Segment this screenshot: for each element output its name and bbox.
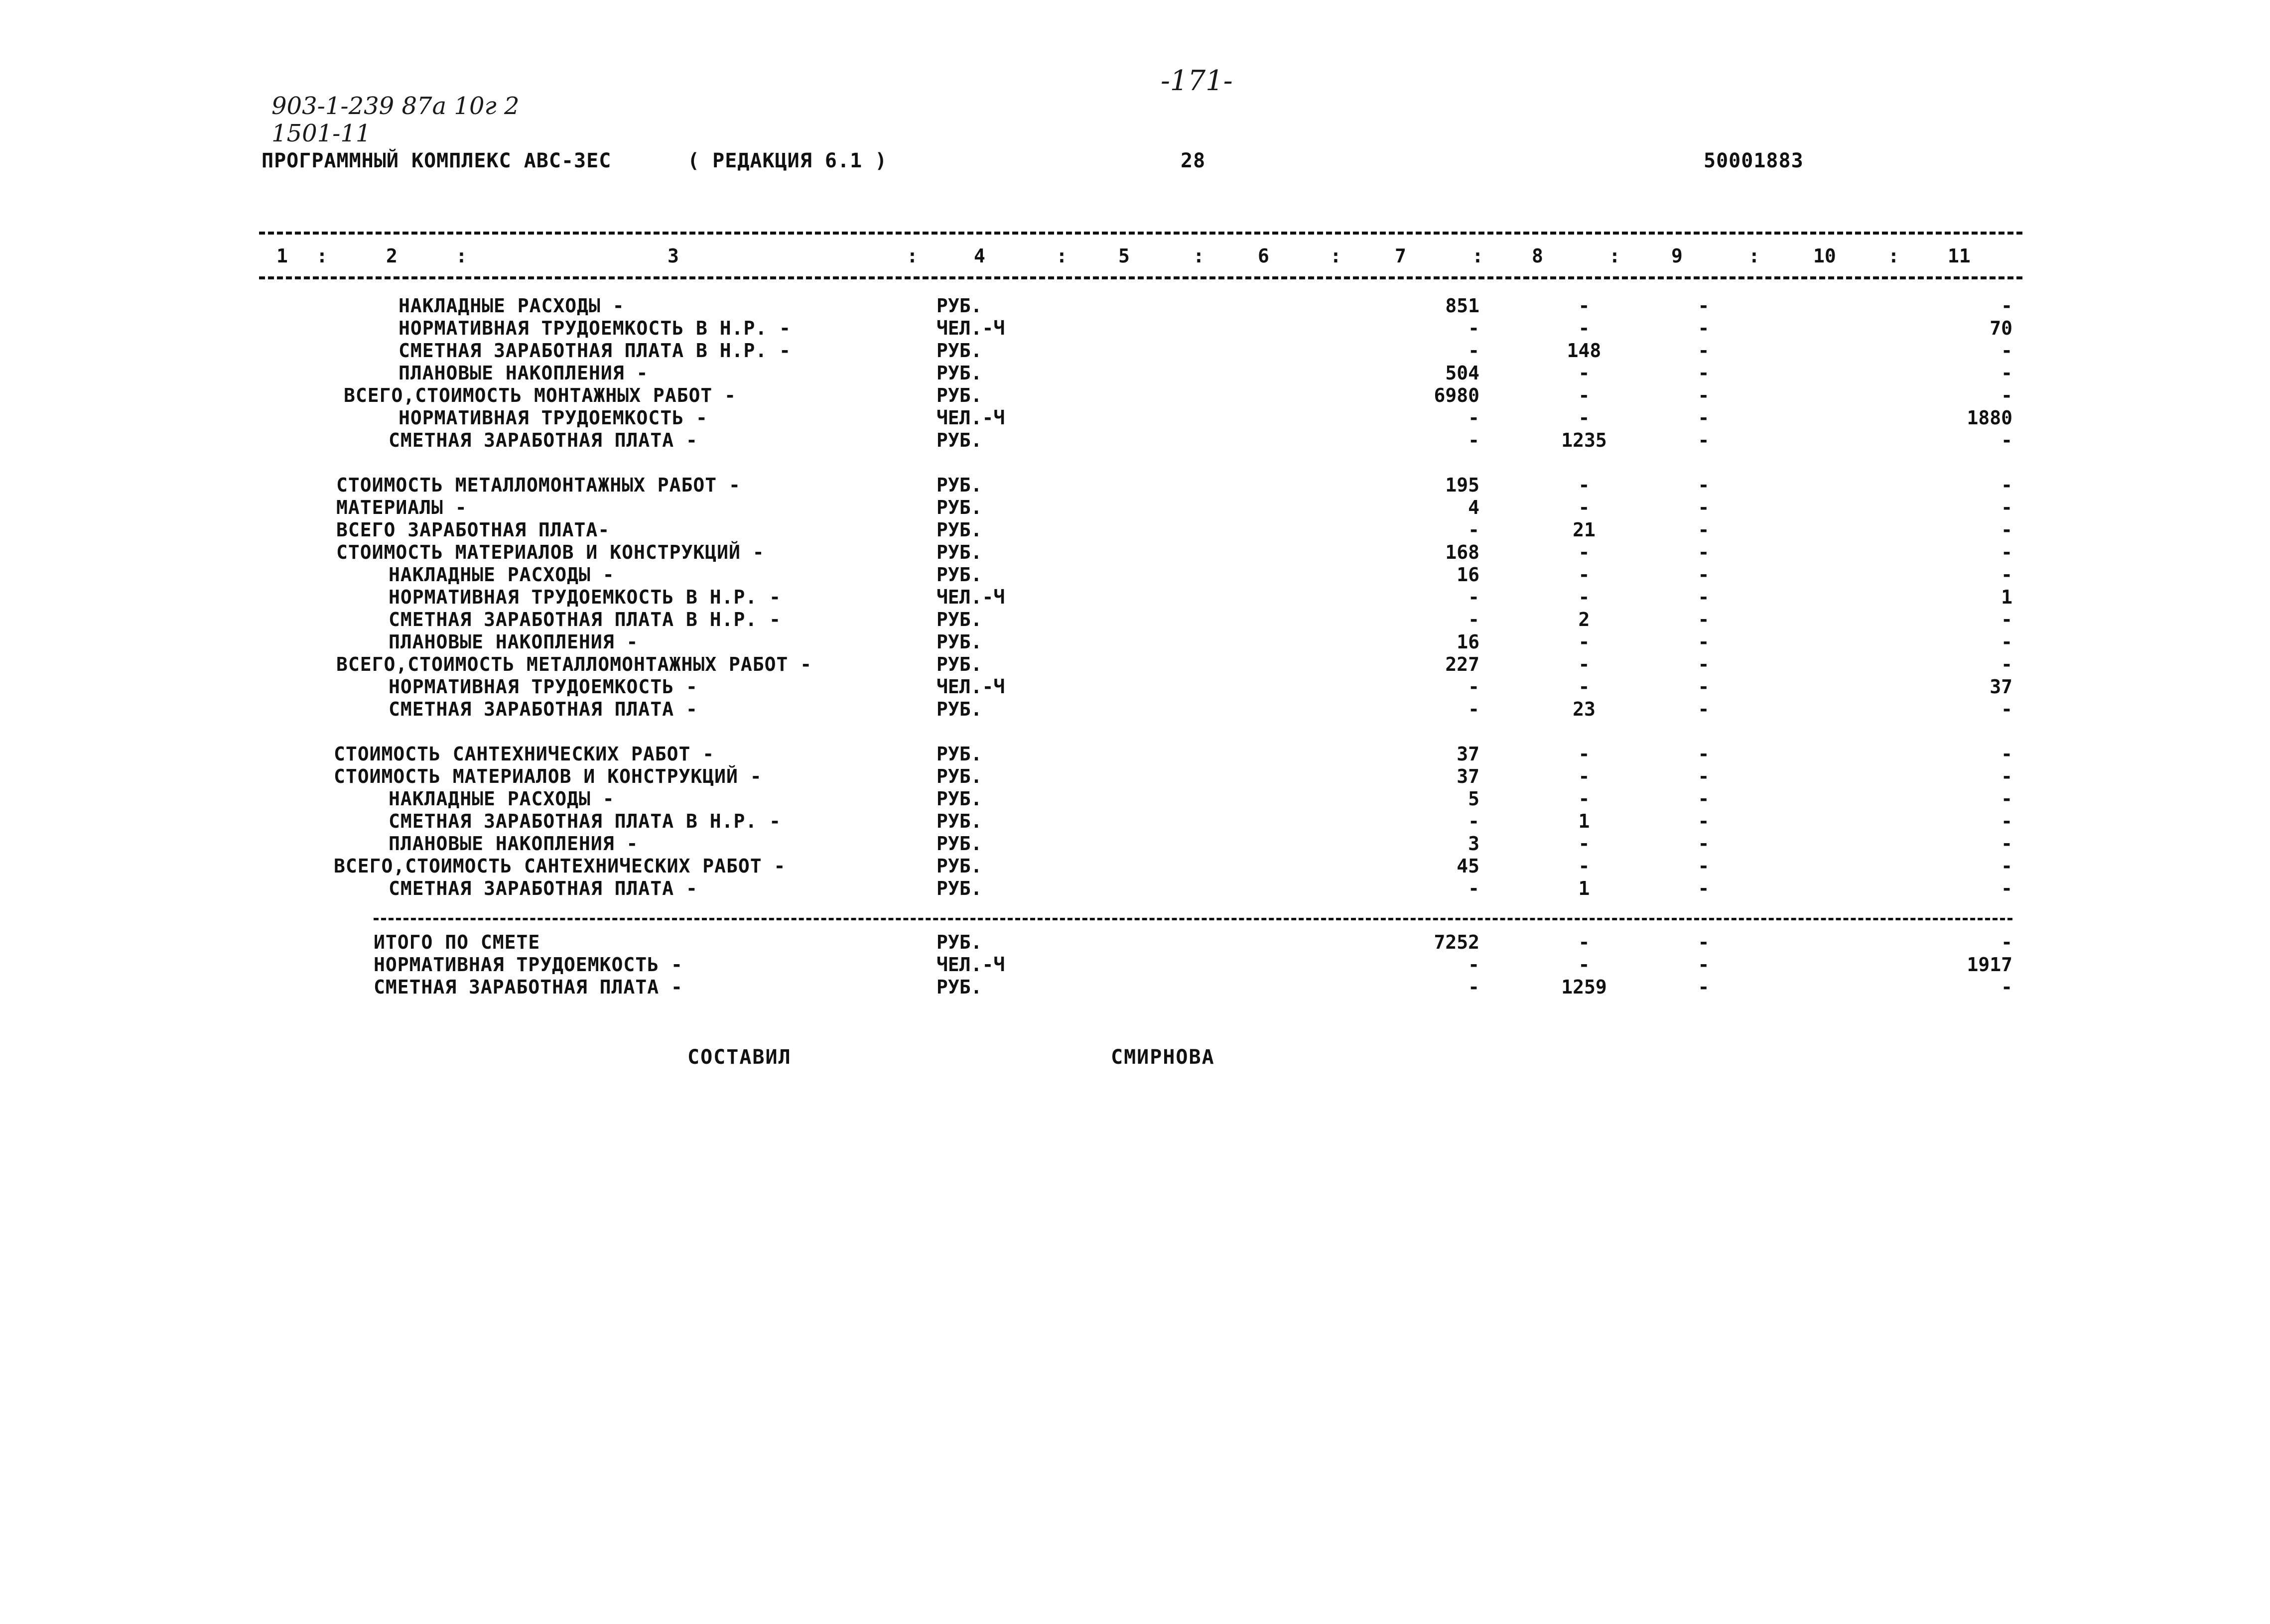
row-label: НОРМАТИВНАЯ ТРУДОЕМКОСТЬ -	[374, 954, 683, 976]
row-label: СТОИМОСТЬ МАТЕРИАЛОВ И КОНСТРУКЦИЙ -	[334, 765, 762, 787]
cell-col7: 37	[1457, 765, 1479, 787]
row-label: ПЛАНОВЫЕ НАКОПЛЕНИЯ -	[389, 631, 639, 653]
column-separator: :	[1748, 245, 1760, 267]
cell-col7: 3	[1468, 833, 1479, 855]
table-row	[0, 631, 2270, 653]
cell-col9: -	[1698, 631, 1710, 653]
row-label: СМЕТНАЯ ЗАРАБОТНАЯ ПЛАТА В Н.Р. -	[399, 340, 791, 362]
cell-col11: -	[2001, 698, 2012, 720]
cell-col9: -	[1698, 541, 1710, 563]
cell-col11: -	[2001, 497, 2012, 518]
document-id: 50001883	[1704, 149, 1804, 172]
cell-col7: -	[1468, 810, 1479, 832]
row-unit: РУБ.	[936, 877, 982, 899]
column-separator: :	[456, 245, 467, 267]
table-row	[0, 698, 2270, 721]
cell-col9: -	[1698, 362, 1710, 384]
cell-col11: -	[2001, 362, 2012, 384]
table-row	[0, 833, 2270, 855]
cell-col7: -	[1468, 976, 1479, 998]
cell-col11: -	[2001, 609, 2012, 630]
cell-col11: 70	[1990, 317, 2012, 339]
table-row	[0, 362, 2270, 384]
cell-col7: -	[1468, 609, 1479, 630]
row-label: ПЛАНОВЫЕ НАКОПЛЕНИЯ -	[389, 833, 639, 855]
edition-label: ( РЕДАКЦИЯ 6.1 )	[687, 149, 888, 172]
cell-col9: -	[1698, 698, 1710, 720]
column-number: 5	[1118, 245, 1130, 267]
cell-col9: -	[1698, 295, 1710, 317]
cell-col8: -	[1578, 295, 1590, 317]
handwritten-sheet-code: 1501-11	[271, 120, 371, 147]
cell-col7: 504	[1445, 362, 1479, 384]
column-number: 9	[1671, 245, 1683, 267]
column-number: 6	[1258, 245, 1269, 267]
row-unit: РУБ.	[936, 743, 982, 765]
cell-col11: 1880	[1967, 407, 2012, 429]
cell-col9: -	[1698, 810, 1710, 832]
table-row	[0, 931, 2270, 954]
cell-col7: 7252	[1434, 931, 1479, 953]
row-label: НОРМАТИВНАЯ ТРУДОЕМКОСТЬ -	[389, 676, 698, 698]
table-row	[0, 340, 2270, 362]
totals-rule	[374, 918, 2012, 920]
cell-col11: -	[2001, 631, 2012, 653]
row-label: ПЛАНОВЫЕ НАКОПЛЕНИЯ -	[399, 362, 649, 384]
cell-col8: 1	[1578, 877, 1590, 899]
table-row	[0, 497, 2270, 519]
cell-col7: -	[1468, 317, 1479, 339]
cell-col11: -	[2001, 474, 2012, 496]
cell-col8: -	[1578, 833, 1590, 855]
cell-col8: -	[1578, 676, 1590, 698]
cell-col8: 21	[1573, 519, 1596, 541]
column-number: 11	[1948, 245, 1971, 267]
table-row	[0, 541, 2270, 564]
cell-col8: 2	[1578, 609, 1590, 630]
row-unit: РУБ.	[936, 833, 982, 855]
cell-col8: -	[1578, 362, 1590, 384]
row-unit: РУБ.	[936, 631, 982, 653]
cell-col8: -	[1578, 931, 1590, 953]
row-label: СМЕТНАЯ ЗАРАБОТНАЯ ПЛАТА -	[389, 877, 698, 899]
cell-col9: -	[1698, 765, 1710, 787]
cell-col11: -	[2001, 765, 2012, 787]
column-number: 1	[276, 245, 288, 267]
table-row	[0, 976, 2270, 999]
cell-col9: -	[1698, 340, 1710, 362]
row-label: НОРМАТИВНАЯ ТРУДОЕМКОСТЬ В Н.Р. -	[389, 586, 781, 608]
cell-col8: -	[1578, 497, 1590, 518]
cell-col9: -	[1698, 519, 1710, 541]
row-label: СТОИМОСТЬ САНТЕХНИЧЕСКИХ РАБОТ -	[334, 743, 715, 765]
row-unit: ЧЕЛ.-Ч	[936, 317, 1005, 339]
cell-col11: -	[2001, 384, 2012, 406]
row-label: НОРМАТИВНАЯ ТРУДОЕМКОСТЬ -	[399, 407, 708, 429]
table-row	[0, 519, 2270, 541]
cell-col11: -	[2001, 788, 2012, 810]
row-unit: РУБ.	[936, 340, 982, 362]
cell-col11: -	[2001, 340, 2012, 362]
column-separator: :	[1472, 245, 1483, 267]
cell-col9: -	[1698, 833, 1710, 855]
cell-col9: -	[1698, 564, 1710, 586]
cell-col8: -	[1578, 384, 1590, 406]
table-top-rule	[259, 232, 2022, 235]
cell-col9: -	[1698, 954, 1710, 976]
row-unit: РУБ.	[936, 541, 982, 563]
column-separator: :	[1330, 245, 1341, 267]
compiled-by-name: СМИРНОВА	[1111, 1046, 1215, 1069]
row-label: СТОИМОСТЬ МАТЕРИАЛОВ И КОНСТРУКЦИЙ -	[336, 541, 765, 563]
cell-col7: -	[1468, 586, 1479, 608]
row-unit: РУБ.	[936, 429, 982, 451]
table-row	[0, 429, 2270, 452]
page-number: 28	[1181, 149, 1206, 172]
cell-col7: 45	[1457, 855, 1479, 877]
cell-col8: -	[1578, 765, 1590, 787]
cell-col7: 227	[1445, 653, 1479, 675]
row-unit: РУБ.	[936, 519, 982, 541]
row-label: СМЕТНАЯ ЗАРАБОТНАЯ ПЛАТА -	[389, 698, 698, 720]
cell-col7: -	[1468, 519, 1479, 541]
cell-col9: -	[1698, 407, 1710, 429]
cell-col11: -	[2001, 743, 2012, 765]
cell-col8: -	[1578, 541, 1590, 563]
row-label: СМЕТНАЯ ЗАРАБОТНАЯ ПЛАТА -	[389, 429, 698, 451]
cell-col7: -	[1468, 429, 1479, 451]
table-row	[0, 810, 2270, 833]
cell-col7: 16	[1457, 631, 1479, 653]
cell-col9: -	[1698, 653, 1710, 675]
table-row	[0, 653, 2270, 676]
cell-col9: -	[1698, 676, 1710, 698]
table-header-rule	[259, 276, 2022, 279]
cell-col8: 1	[1578, 810, 1590, 832]
cell-col7: -	[1468, 877, 1479, 899]
column-number: 4	[974, 245, 985, 267]
cell-col11: -	[2001, 541, 2012, 563]
row-label: НАКЛАДНЫЕ РАСХОДЫ -	[399, 295, 625, 317]
cell-col11: -	[2001, 833, 2012, 855]
table-row	[0, 765, 2270, 788]
cell-col9: -	[1698, 317, 1710, 339]
cell-col7: 5	[1468, 788, 1479, 810]
row-unit: РУБ.	[936, 384, 982, 406]
table-row	[0, 788, 2270, 810]
row-unit: РУБ.	[936, 609, 982, 630]
cell-col8: -	[1578, 855, 1590, 877]
row-unit: ЧЕЛ.-Ч	[936, 954, 1005, 976]
cell-col11: -	[2001, 855, 2012, 877]
row-unit: РУБ.	[936, 810, 982, 832]
cell-col9: -	[1698, 586, 1710, 608]
row-unit: ЧЕЛ.-Ч	[936, 676, 1005, 698]
table-row	[0, 317, 2270, 340]
cell-col11: -	[2001, 976, 2012, 998]
column-separator: :	[1609, 245, 1620, 267]
cell-col7: 6980	[1434, 384, 1479, 406]
row-unit: РУБ.	[936, 788, 982, 810]
cell-col8: -	[1578, 653, 1590, 675]
cell-col11: -	[2001, 519, 2012, 541]
table-row	[0, 474, 2270, 497]
column-separator: :	[316, 245, 328, 267]
cell-col7: 16	[1457, 564, 1479, 586]
cell-col7: -	[1468, 340, 1479, 362]
cell-col9: -	[1698, 609, 1710, 630]
column-number: 8	[1532, 245, 1543, 267]
cell-col11: -	[2001, 931, 2012, 953]
row-unit: РУБ.	[936, 698, 982, 720]
cell-col9: -	[1698, 931, 1710, 953]
cell-col9: -	[1698, 743, 1710, 765]
handwritten-doc-code: 903-1-239 87а 10г 2	[271, 92, 520, 120]
row-unit: РУБ.	[936, 295, 982, 317]
cell-col9: -	[1698, 497, 1710, 518]
cell-col11: -	[2001, 810, 2012, 832]
row-label: СМЕТНАЯ ЗАРАБОТНАЯ ПЛАТА -	[374, 976, 683, 998]
column-separator: :	[1056, 245, 1068, 267]
row-label: ВСЕГО ЗАРАБОТНАЯ ПЛАТА-	[336, 519, 610, 541]
cell-col7: 37	[1457, 743, 1479, 765]
cell-col11: 37	[1990, 676, 2012, 698]
program-title: ПРОГРАММНЫЙ КОМПЛЕКС АВС-3ЕС	[262, 149, 612, 172]
cell-col8: -	[1578, 954, 1590, 976]
column-number: 10	[1813, 245, 1836, 267]
row-unit: РУБ.	[936, 653, 982, 675]
cell-col8: -	[1578, 586, 1590, 608]
table-row	[0, 954, 2270, 976]
cell-col9: -	[1698, 855, 1710, 877]
table-row	[0, 877, 2270, 900]
cell-col8: -	[1578, 564, 1590, 586]
table-row	[0, 295, 2270, 317]
compiled-by-label: СОСТАВИЛ	[687, 1046, 792, 1069]
cell-col7: 4	[1468, 497, 1479, 518]
cell-col11: -	[2001, 877, 2012, 899]
cell-col9: -	[1698, 384, 1710, 406]
column-number: 7	[1395, 245, 1406, 267]
cell-col9: -	[1698, 976, 1710, 998]
row-unit: РУБ.	[936, 474, 982, 496]
cell-col7: -	[1468, 954, 1479, 976]
column-separator: :	[907, 245, 918, 267]
row-label: НОРМАТИВНАЯ ТРУДОЕМКОСТЬ В Н.Р. -	[399, 317, 791, 339]
row-label: НАКЛАДНЫЕ РАСХОДЫ -	[389, 788, 615, 810]
cell-col7: 195	[1445, 474, 1479, 496]
cell-col11: 1917	[1967, 954, 2012, 976]
row-label: ВСЕГО,СТОИМОСТЬ САНТЕХНИЧЕСКИХ РАБОТ -	[334, 855, 786, 877]
cell-col9: -	[1698, 429, 1710, 451]
row-unit: РУБ.	[936, 931, 982, 953]
cell-col8: -	[1578, 317, 1590, 339]
table-row	[0, 586, 2270, 609]
cell-col7: -	[1468, 698, 1479, 720]
cell-col9: -	[1698, 877, 1710, 899]
row-label: СМЕТНАЯ ЗАРАБОТНАЯ ПЛАТА В Н.Р. -	[389, 810, 781, 832]
row-label: ВСЕГО,СТОИМОСТЬ МЕТАЛЛОМОНТАЖНЫХ РАБОТ -	[336, 653, 812, 675]
cell-col7: -	[1468, 407, 1479, 429]
table-row	[0, 743, 2270, 765]
table-row	[0, 564, 2270, 586]
table-row	[0, 676, 2270, 698]
row-label: НАКЛАДНЫЕ РАСХОДЫ -	[389, 564, 615, 586]
cell-col8: -	[1578, 407, 1590, 429]
column-separator: :	[1193, 245, 1204, 267]
row-unit: ЧЕЛ.-Ч	[936, 586, 1005, 608]
table-row	[0, 855, 2270, 877]
row-unit: РУБ.	[936, 564, 982, 586]
column-separator: :	[1888, 245, 1899, 267]
table-row	[0, 384, 2270, 407]
column-number: 3	[668, 245, 679, 267]
row-label: ВСЕГО,СТОИМОСТЬ МОНТАЖНЫХ РАБОТ -	[344, 384, 736, 406]
cell-col8: 148	[1567, 340, 1602, 362]
cell-col8: -	[1578, 474, 1590, 496]
row-unit: ЧЕЛ.-Ч	[936, 407, 1005, 429]
table-row	[0, 407, 2270, 429]
cell-col11: -	[2001, 295, 2012, 317]
row-unit: РУБ.	[936, 497, 982, 518]
cell-col7: 168	[1445, 541, 1479, 563]
row-unit: РУБ.	[936, 976, 982, 998]
cell-col8: -	[1578, 743, 1590, 765]
cell-col8: -	[1578, 631, 1590, 653]
row-unit: РУБ.	[936, 765, 982, 787]
cell-col11: 1	[2001, 586, 2012, 608]
cell-col11: -	[2001, 564, 2012, 586]
cell-col9: -	[1698, 788, 1710, 810]
row-label: СТОИМОСТЬ МЕТАЛЛОМОНТАЖНЫХ РАБОТ -	[336, 474, 741, 496]
cell-col9: -	[1698, 474, 1710, 496]
cell-col8: -	[1578, 788, 1590, 810]
row-label: ИТОГО ПО СМЕТЕ	[374, 931, 540, 953]
cell-col11: -	[2001, 653, 2012, 675]
row-unit: РУБ.	[936, 855, 982, 877]
column-number: 2	[386, 245, 398, 267]
cell-col8: 1259	[1561, 976, 1607, 998]
row-unit: РУБ.	[936, 362, 982, 384]
cell-col11: -	[2001, 429, 2012, 451]
cell-col7: -	[1468, 676, 1479, 698]
table-row	[0, 609, 2270, 631]
handwritten-page-number: -171-	[1161, 65, 1233, 97]
cell-col8: 23	[1573, 698, 1596, 720]
cell-col7: 851	[1445, 295, 1479, 317]
row-label: СМЕТНАЯ ЗАРАБОТНАЯ ПЛАТА В Н.Р. -	[389, 609, 781, 630]
cell-col8: 1235	[1561, 429, 1607, 451]
row-label: МАТЕРИАЛЫ -	[336, 497, 467, 518]
